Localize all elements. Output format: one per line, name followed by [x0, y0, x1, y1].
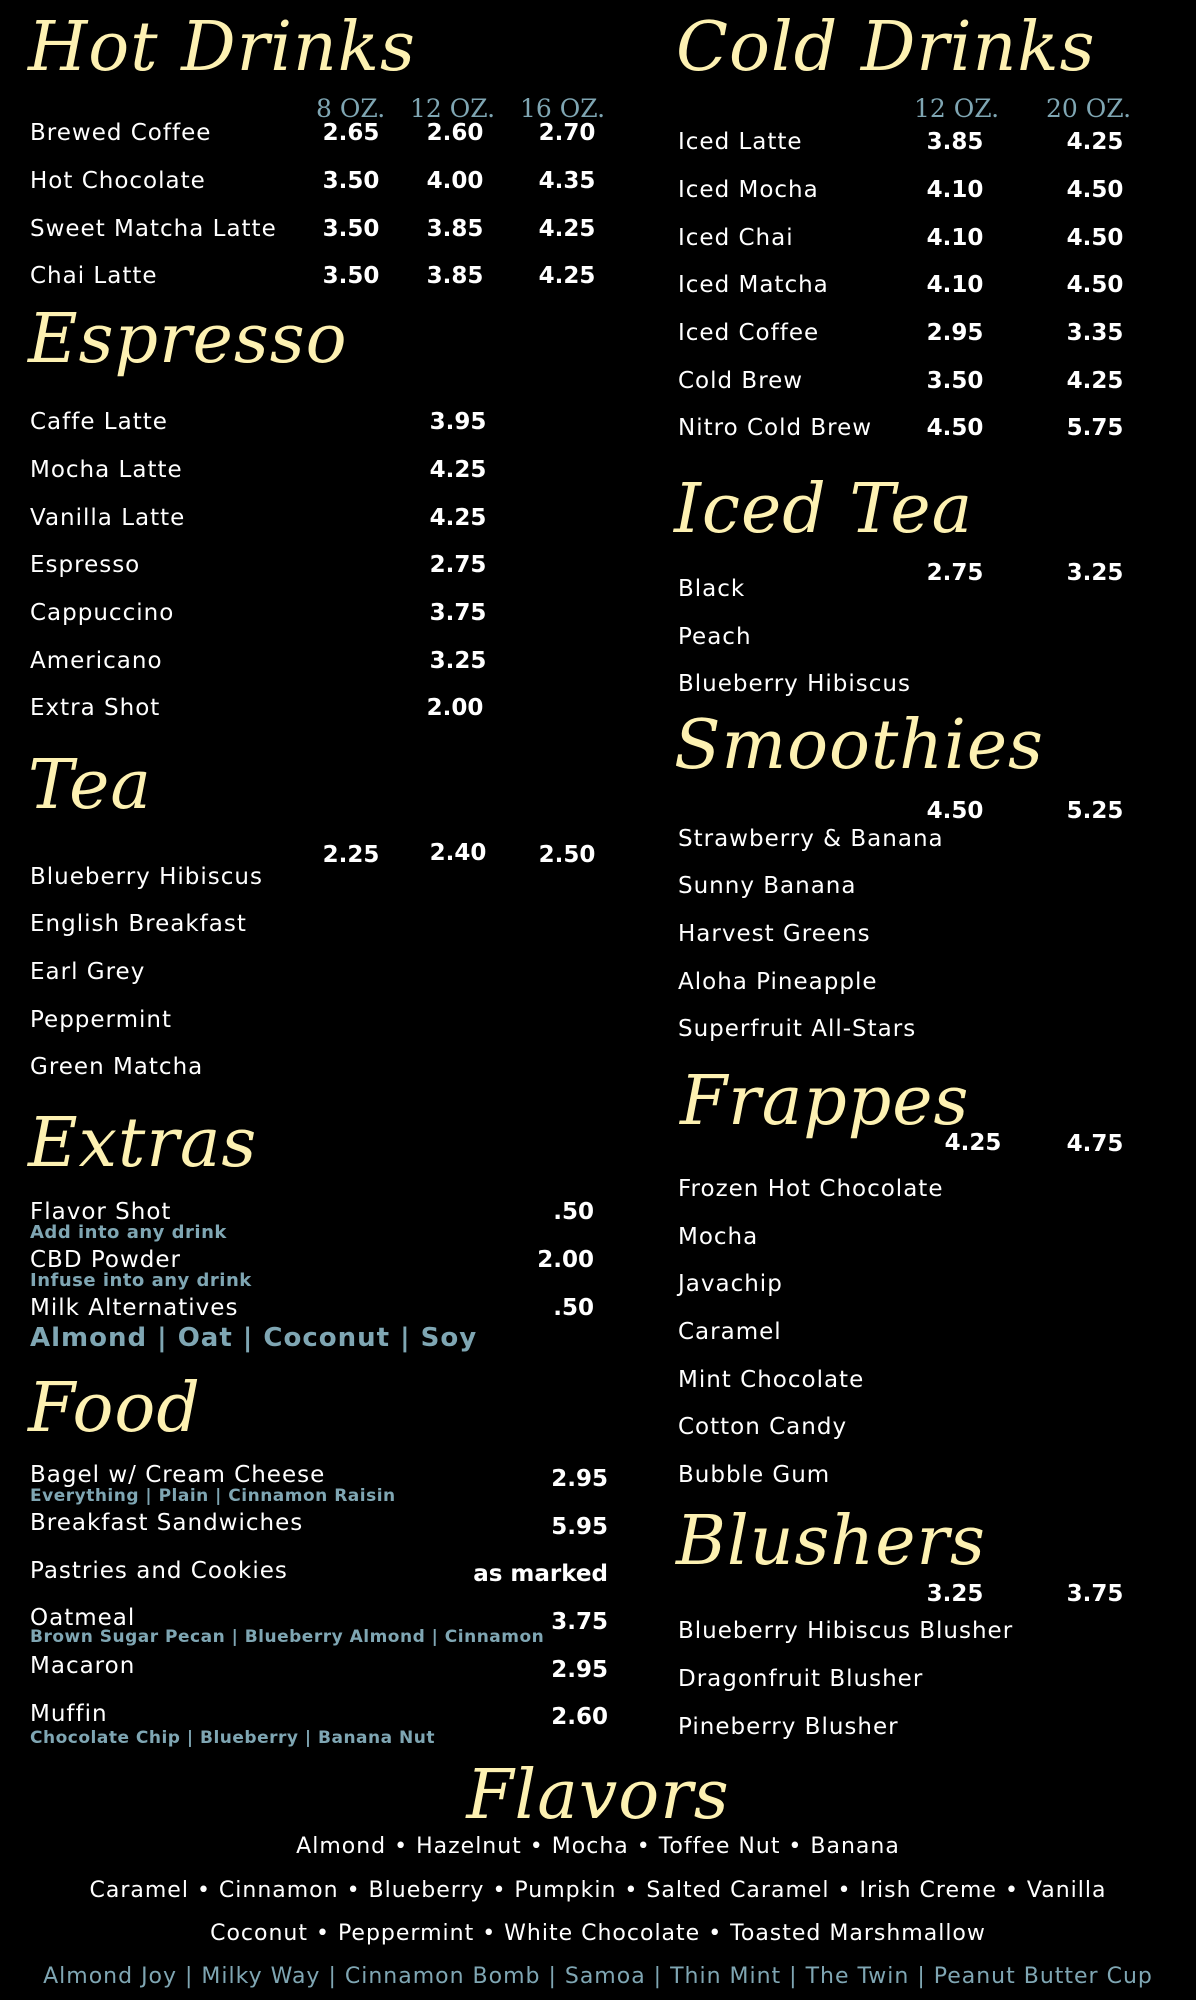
frappes-price-large: 4.75	[1066, 1131, 1124, 1157]
menu-item-name: Extra Shot	[30, 695, 161, 721]
menu-item-name: Pastries and Cookies	[30, 1558, 288, 1584]
menu-item-price: as marked	[473, 1561, 608, 1587]
size-12oz: 12 OZ.	[914, 94, 1000, 123]
menu-item-name: CBD Powder	[30, 1247, 181, 1273]
menu-item-price: 3.95	[429, 409, 487, 435]
menu-item-price: 3.50	[322, 263, 380, 289]
menu-item-price: 4.25	[538, 216, 596, 242]
blushers-title: Blushers	[676, 1502, 986, 1581]
menu-item-price: 4.10	[926, 177, 984, 203]
menu-item-note: Infuse into any drink	[30, 1270, 252, 1291]
menu-item-name: Americano	[30, 648, 163, 674]
menu-item-price: 2.95	[551, 1466, 608, 1492]
menu-item-name: Cold Brew	[678, 368, 804, 394]
menu-item-name: Bagel w/ Cream Cheese	[30, 1462, 326, 1488]
menu-item-name: Strawberry & Banana	[678, 826, 944, 852]
menu-item-price: 2.60	[426, 120, 484, 146]
menu-item-price: 4.50	[1066, 177, 1124, 203]
menu-item-price: 4.35	[538, 168, 596, 194]
size-16oz: 16 OZ.	[520, 94, 606, 123]
menu-item-name: Superfruit All-Stars	[678, 1016, 917, 1042]
menu-item-name: Muffin	[30, 1701, 108, 1727]
menu-item-price: 4.25	[429, 505, 487, 531]
menu-item-price: 2.00	[426, 695, 484, 721]
menu-item-name: Frozen Hot Chocolate	[678, 1176, 944, 1202]
menu-item-name: Bubble Gum	[678, 1462, 831, 1488]
menu-item-name: Black	[678, 576, 746, 602]
menu-item-name: Javachip	[678, 1271, 783, 1297]
menu-item-name: Mocha Latte	[30, 457, 183, 483]
menu-item-name: Macaron	[30, 1653, 136, 1679]
menu-item-name: Peppermint	[30, 1007, 172, 1033]
menu-item-price: 4.25	[1066, 129, 1124, 155]
menu-item-name: Iced Coffee	[678, 320, 820, 346]
menu-item-name: Oatmeal	[30, 1605, 136, 1631]
frappes-title: Frappes	[680, 1062, 970, 1141]
espresso-title: Espresso	[28, 300, 348, 379]
menu-item-name: Milk Alternatives	[30, 1295, 239, 1321]
iced-tea-price-large: 3.25	[1066, 560, 1124, 586]
menu-item-name: Green Matcha	[30, 1054, 204, 1080]
menu-item-price: 4.25	[429, 457, 487, 483]
frappes-price-small: 4.25	[944, 1130, 1002, 1156]
menu-item-price: 2.95	[926, 320, 984, 346]
menu-item-name: Iced Matcha	[678, 272, 829, 298]
menu-item-price: 4.50	[1066, 225, 1124, 251]
tea-title: Tea	[28, 746, 152, 825]
menu-item-price: 5.95	[551, 1514, 608, 1540]
flavor-list-line: Caramel • Cinnamon • Blueberry • Pumpkin • Salted Caramel • Irish Creme • Vanilla	[89, 1878, 1107, 1903]
iced-tea-title: Iced Tea	[674, 470, 974, 549]
menu-item-price: 4.25	[1066, 368, 1124, 394]
menu-item-price: .50	[553, 1199, 594, 1225]
menu-item-note: Brown Sugar Pecan | Blueberry Almond | Cinnamon	[30, 1627, 545, 1647]
menu-item-note: Chocolate Chip | Blueberry | Banana Nut	[30, 1728, 435, 1748]
smoothies-title: Smoothies	[674, 706, 1044, 785]
flavor-list-line: Almond • Hazelnut • Mocha • Toffee Nut • Banana	[296, 1834, 900, 1859]
menu-item-name: Cotton Candy	[678, 1414, 848, 1440]
menu-item-name: Chai Latte	[30, 263, 158, 289]
menu-item-price: 3.35	[1066, 320, 1124, 346]
menu-item-name: Earl Grey	[30, 959, 146, 985]
menu-item-name: Sweet Matcha Latte	[30, 216, 277, 242]
menu-item-name: Blueberry Hibiscus	[30, 864, 263, 890]
flavors-title: Flavors	[466, 1756, 730, 1835]
menu-item-price: .50	[553, 1295, 594, 1321]
menu-item-price: 3.75	[551, 1609, 608, 1635]
size-20oz: 20 OZ.	[1046, 94, 1132, 123]
menu-item-price: 4.50	[1066, 272, 1124, 298]
extras-title: Extras	[28, 1104, 258, 1183]
smoothies-price-large: 5.25	[1066, 798, 1124, 824]
menu-item-name: Iced Mocha	[678, 177, 819, 203]
menu-item-name: Mocha	[678, 1224, 759, 1250]
menu-item-name: Caramel	[678, 1319, 782, 1345]
menu-item-price: 3.85	[426, 216, 484, 242]
tea-price-large: 2.50	[538, 842, 596, 868]
menu-item-price: 3.25	[429, 648, 487, 674]
menu-item-price: 2.95	[551, 1657, 608, 1683]
menu-item-name: Harvest Greens	[678, 921, 871, 947]
menu-item-name: Pineberry Blusher	[678, 1714, 899, 1740]
blushers-price-large: 3.75	[1066, 1581, 1124, 1607]
size-8oz: 8 OZ.	[316, 94, 386, 123]
menu-item-name: Blueberry Hibiscus	[678, 671, 911, 697]
menu-item-price: 2.65	[322, 120, 380, 146]
specialty-flavors: Almond Joy | Milky Way | Cinnamon Bomb | Samoa | Thin Mint | The Twin | Peanut Butter Cup	[43, 1964, 1153, 1989]
menu-item-price: 3.50	[322, 216, 380, 242]
smoothies-price-small: 4.50	[926, 798, 984, 824]
menu-item-name: Mint Chocolate	[678, 1367, 865, 1393]
menu-item-name: Caffe Latte	[30, 409, 168, 435]
menu-item-name: Breakfast Sandwiches	[30, 1510, 304, 1536]
menu-item-note: Everything | Plain | Cinnamon Raisin	[30, 1486, 396, 1506]
menu-item-name: Vanilla Latte	[30, 505, 186, 531]
menu-item-price: 2.75	[429, 552, 487, 578]
menu-item-price: 4.10	[926, 272, 984, 298]
menu-item-name: Nitro Cold Brew	[678, 415, 873, 441]
tea-price-medium: 2.40	[429, 840, 487, 866]
blushers-price-small: 3.25	[926, 1581, 984, 1607]
hot-drinks-title: Hot Drinks	[28, 8, 416, 87]
menu-item-name: Aloha Pineapple	[678, 969, 878, 995]
menu-item-price: 3.85	[426, 263, 484, 289]
menu-item-name: Iced Latte	[678, 129, 803, 155]
menu-item-price: 4.10	[926, 225, 984, 251]
menu-item-name: Flavor Shot	[30, 1199, 172, 1225]
menu-item-name: Cappuccino	[30, 600, 175, 626]
menu-item-name: Espresso	[30, 552, 141, 578]
flavor-list-line: Coconut • Peppermint • White Chocolate • Toasted Marshmallow	[210, 1921, 986, 1946]
menu-item-name: Peach	[678, 624, 752, 650]
cold-drinks-title: Cold Drinks	[676, 8, 1096, 87]
menu-item-name: Dragonfruit Blusher	[678, 1666, 924, 1692]
menu-item-name: Brewed Coffee	[30, 120, 212, 146]
menu-item-name: Iced Chai	[678, 225, 794, 251]
menu-item-price: 4.00	[426, 168, 484, 194]
menu-item-price: 3.85	[926, 129, 984, 155]
menu-item-name: Blueberry Hibiscus Blusher	[678, 1618, 1014, 1644]
menu-item-price: 3.75	[429, 600, 487, 626]
menu-item-name: Sunny Banana	[678, 873, 857, 899]
menu-item-name: English Breakfast	[30, 911, 247, 937]
menu-item-price: 5.75	[1066, 415, 1124, 441]
menu-item-note: Add into any drink	[30, 1222, 227, 1243]
menu-item-price: 2.70	[538, 120, 596, 146]
menu-item-price: 4.25	[538, 263, 596, 289]
menu-item-price: 3.50	[926, 368, 984, 394]
tea-price-small: 2.25	[322, 842, 380, 868]
food-title: Food	[28, 1369, 201, 1448]
menu-item-price: 2.00	[537, 1247, 594, 1273]
menu-item-price: 4.50	[926, 415, 984, 441]
size-12oz: 12 OZ.	[410, 94, 496, 123]
menu-item-name: Hot Chocolate	[30, 168, 206, 194]
milk-options: Almond | Oat | Coconut | Soy	[30, 1323, 478, 1353]
menu-item-price: 3.50	[322, 168, 380, 194]
menu-item-price: 2.60	[551, 1704, 608, 1730]
iced-tea-price-small: 2.75	[926, 560, 984, 586]
